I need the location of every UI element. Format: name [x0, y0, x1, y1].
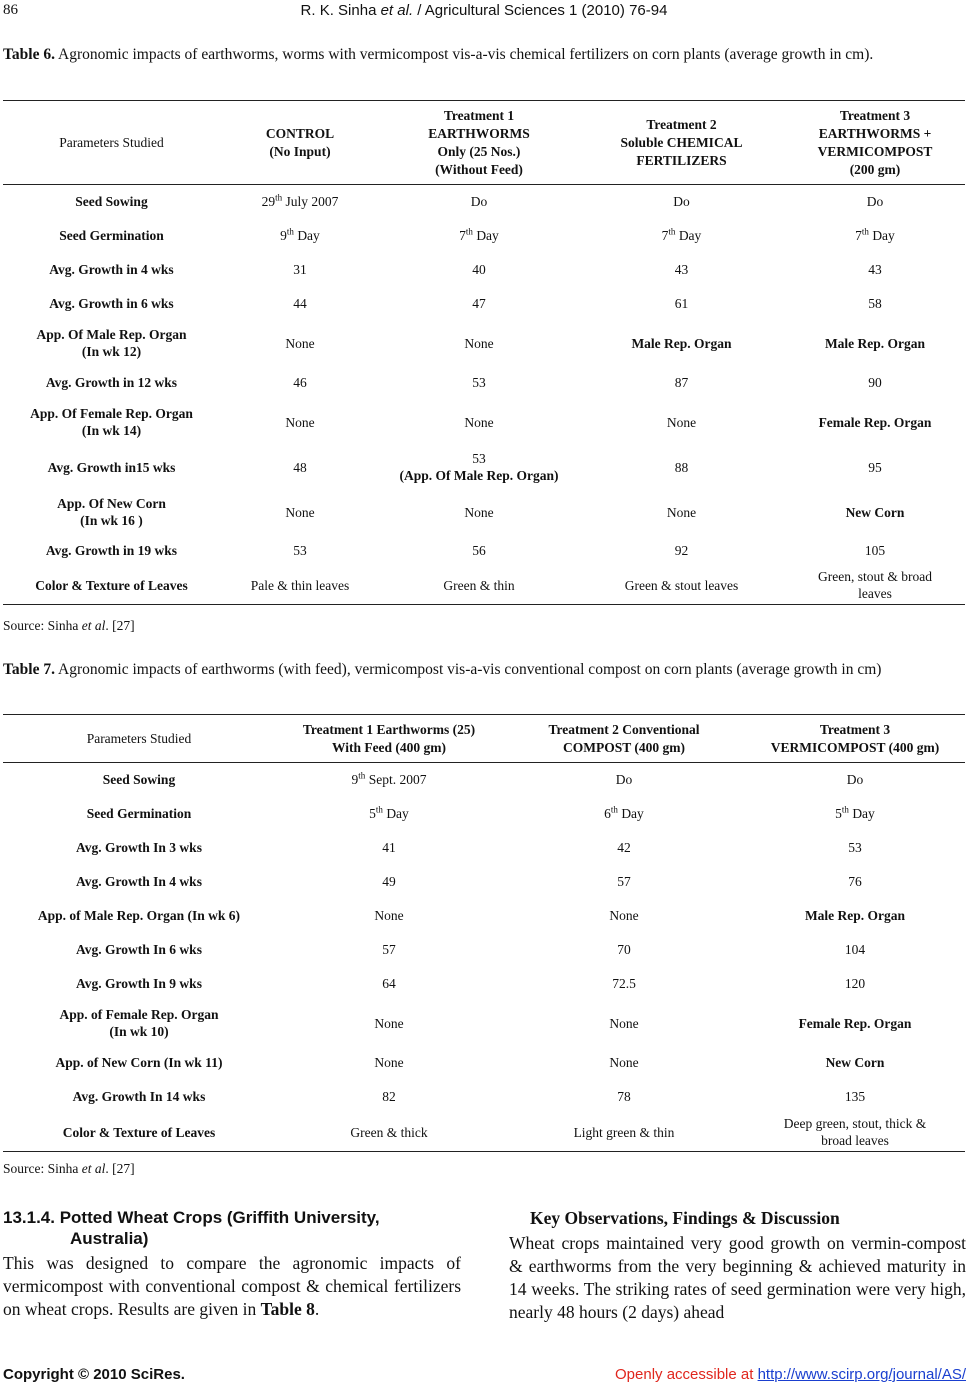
- running-head-journal: / Agricultural Sciences 1 (2010) 76-94: [413, 2, 668, 19]
- table-row: [3, 321, 965, 366]
- table6-header-treatment1: Treatment 1 EARTHWORMS Only (25 Nos.) (Without Feed): [380, 101, 578, 185]
- table6-source: Source: Sinha et al. [27]: [3, 618, 135, 633]
- table-cell: 7th Day: [855, 226, 895, 243]
- table-cell: 53: [848, 840, 862, 855]
- table7-header-treatment3: Treatment 3 VERMICOMPOST (400 gm): [745, 715, 965, 763]
- table-cell: Light green & thin: [503, 1114, 745, 1152]
- table-cell: None: [464, 414, 494, 430]
- row-param: Avg. Growth In 9 wks: [76, 976, 202, 991]
- table-cell: 31: [293, 262, 307, 277]
- row-param: Color & Texture of Leaves: [3, 567, 220, 605]
- row-param: App. Of New Corn (In wk 16 ): [57, 496, 166, 528]
- table-cell: Pale & thin leaves: [220, 567, 380, 605]
- table-cell: Green, stout & broad leaves: [785, 567, 965, 605]
- row-param: Avg. Growth in 4 wks: [49, 262, 174, 277]
- table-cell: Male Rep. Organ: [804, 908, 906, 923]
- row-param: App. of Male Rep. Organ (In wk 6): [37, 908, 241, 923]
- table-cell: 76: [848, 874, 862, 889]
- row-param: App. Of Male Rep. Organ (In wk 12): [36, 327, 187, 359]
- row-param: Color & Texture of Leaves: [3, 1114, 275, 1152]
- table-cell: Male Rep. Organ: [631, 335, 732, 351]
- table-cell: None: [609, 1055, 639, 1070]
- table-cell: 104: [844, 942, 866, 957]
- table-cell: 40: [472, 262, 486, 277]
- table-cell: 92: [674, 543, 689, 558]
- table-cell: 88: [674, 459, 689, 475]
- table-cell: 47: [472, 296, 486, 311]
- row-param: Avg. Growth In 3 wks: [76, 840, 202, 855]
- table6-label: Table 6.: [3, 46, 55, 63]
- table-cell: Deep green, stout, thick & broad leaves: [745, 1114, 965, 1152]
- row-param: App. Of Female Rep. Organ (In wk 14): [30, 406, 193, 438]
- table-cell: New Corn: [825, 1055, 885, 1070]
- row-param: Avg. Growth in 6 wks: [49, 296, 174, 311]
- table-row: [3, 899, 965, 933]
- table-cell: Male Rep. Organ: [824, 335, 926, 351]
- table-cell: Female Rep. Organ: [818, 414, 932, 430]
- row-param: Seed Germination: [86, 806, 192, 821]
- section-heading: 13.1.4. Potted Wheat Crops (Griffith University, Australia): [3, 1208, 380, 1248]
- row-param: Avg. Growth In 14 wks: [72, 1089, 206, 1104]
- table-cell: 72.5: [612, 976, 636, 991]
- table-cell: New Corn: [845, 504, 905, 520]
- running-head-et-al: et al.: [380, 2, 414, 19]
- table-cell: None: [374, 1015, 404, 1031]
- table-cell: 120: [844, 976, 866, 991]
- table-row: [3, 933, 965, 967]
- table7-label: Table 7.: [3, 661, 55, 678]
- table-cell: 105: [864, 543, 886, 558]
- table-row: [3, 797, 965, 831]
- row-param: Seed Germination: [59, 228, 164, 243]
- table-row: [3, 445, 965, 490]
- table-row: [3, 1046, 965, 1080]
- table7-header-treatment2: Treatment 2 Conventional COMPOST (400 gm): [503, 715, 745, 763]
- table-cell: None: [285, 414, 315, 430]
- section-body: This was designed to compare the agronomic impacts of vermicompost with conventional compost & chemical fertilizers on wheat crops. Results are given in Table 8.: [3, 1253, 461, 1319]
- table-cell: Do: [673, 194, 690, 210]
- table-cell: Green & thin: [380, 567, 578, 605]
- table-cell: 70: [617, 942, 631, 957]
- table-cell: Do: [866, 194, 884, 210]
- running-head: [0, 2, 968, 19]
- journal-link[interactable]: http://www.scirp.org/journal/AS/: [757, 1366, 966, 1383]
- table7-source: Source: Sinha et al. [27]: [3, 1161, 135, 1176]
- table-cell: 48: [293, 459, 307, 475]
- table-row: [3, 967, 965, 1001]
- row-param: Avg. Growth in15 wks: [47, 459, 176, 475]
- table7-header-treatment1: Treatment 1 Earthworms (25) With Feed (400 gm): [275, 715, 503, 763]
- table-cell: None: [666, 414, 697, 430]
- table-cell: None: [374, 1055, 404, 1070]
- table6-header-row: [3, 101, 965, 185]
- table-cell: None: [666, 504, 697, 520]
- table-row: [3, 1114, 965, 1152]
- table-cell: 6th Day: [604, 804, 644, 821]
- table-row: [3, 400, 965, 445]
- table7-header-param: Parameters Studied: [3, 715, 275, 763]
- table-cell: 9th Day: [280, 226, 320, 243]
- row-param: Avg. Growth in 12 wks: [45, 375, 178, 390]
- table-cell: 7th Day: [459, 226, 499, 243]
- table-cell: Green & thick: [275, 1114, 503, 1152]
- table-cell: 46: [293, 375, 307, 390]
- open-access-note: Openly accessible at http://www.scirp.org/journal/AS/: [615, 1366, 966, 1383]
- observations-heading: Key Observations, Findings & Discussion: [530, 1208, 840, 1228]
- table-cell: 41: [382, 840, 396, 855]
- table6-header-treatment2: Treatment 2 Soluble CHEMICAL FERTILIZERS: [578, 101, 785, 185]
- table8-ref: Table 8: [260, 1299, 315, 1319]
- table-cell: 5th Day: [835, 804, 875, 821]
- table-cell: 58: [868, 296, 882, 311]
- table-cell: 49: [382, 874, 396, 889]
- row-param: Avg. Growth in 19 wks: [45, 543, 178, 558]
- table-row: [3, 490, 965, 535]
- table-row: [3, 1001, 965, 1046]
- table-cell: 43: [868, 262, 882, 277]
- table-cell: Female Rep. Organ: [798, 1015, 912, 1031]
- table7: [3, 714, 965, 1152]
- table7-caption-text: Agronomic impacts of earthworms (with feed), vermicompost vis-a-vis conventional compost on corn plants (average growth in cm): [54, 661, 882, 678]
- table-cell: None: [374, 908, 404, 923]
- table-row: [3, 287, 965, 321]
- table6-header-control: CONTROL (No Input): [220, 101, 380, 185]
- table-cell: 82: [382, 1089, 396, 1104]
- table-cell: 29th July 2007: [261, 192, 339, 210]
- table6-caption: [3, 45, 965, 64]
- table-cell: 9th Sept. 2007: [351, 770, 427, 788]
- table-cell: None: [464, 335, 494, 351]
- table-row: [3, 1080, 965, 1114]
- table-cell: 7th Day: [661, 226, 702, 243]
- table-cell: 53: [293, 543, 307, 558]
- table-cell: 90: [868, 375, 882, 390]
- table7-caption: [3, 660, 965, 679]
- table-cell: Do: [615, 772, 633, 788]
- table-cell: 44: [293, 296, 307, 311]
- row-param: Seed Sowing: [102, 772, 176, 788]
- table-row: [3, 219, 965, 253]
- row-param: Avg. Growth In 4 wks: [76, 874, 202, 889]
- table-cell: 5th Day: [369, 804, 409, 821]
- table6-header-param: Parameters Studied: [3, 101, 220, 185]
- table-cell: 43: [674, 262, 689, 277]
- row-param: App. of New Corn (In wk 11): [55, 1055, 223, 1070]
- row-param: Avg. Growth In 6 wks: [76, 942, 202, 957]
- table-cell: None: [285, 335, 315, 351]
- table-row: [3, 366, 965, 400]
- table-cell: 53: [472, 375, 486, 390]
- table6-caption-text: Agronomic impacts of earthworms, worms with vermicompost vis-a-vis chemical fertilizers on corn plants (average growth in cm).: [54, 46, 874, 63]
- table-row: [3, 763, 965, 797]
- row-param: Seed Sowing: [75, 194, 148, 210]
- table6: [3, 100, 965, 605]
- table-cell: 56: [472, 543, 486, 558]
- table-row: [3, 535, 965, 567]
- table-cell: 57: [382, 942, 396, 957]
- table-row: [3, 253, 965, 287]
- table-cell: 95: [868, 459, 882, 475]
- table-cell: 57: [617, 874, 631, 889]
- table6-header-treatment3: Treatment 3 EARTHWORMS + VERMICOMPOST (200 gm): [785, 101, 965, 185]
- table-cell: 135: [844, 1089, 866, 1104]
- table-cell: Do: [470, 194, 488, 210]
- page-number: 86: [3, 2, 18, 18]
- table7-header-row: [3, 715, 965, 763]
- table-cell: 42: [617, 840, 631, 855]
- running-head-authors: R. K. Sinha: [300, 2, 381, 19]
- table-cell: None: [464, 504, 494, 520]
- table-row: [3, 567, 965, 605]
- table-cell: 61: [674, 296, 689, 311]
- table-cell: 87: [674, 375, 689, 390]
- table-cell: 78: [617, 1089, 631, 1104]
- table-cell: None: [285, 504, 315, 520]
- row-param: App. of Female Rep. Organ (In wk 10): [59, 1007, 219, 1039]
- table-cell: Do: [846, 772, 864, 788]
- observations-body: Wheat crops maintained very good growth on vermin-compost & earthworms from the very beginning & achieved maturity in 14 weeks. The striking rates of seed germination were very high, nearly 48 hours (2 days) ahead: [509, 1233, 966, 1322]
- table-cell: 53 (App. Of Male Rep. Organ): [399, 451, 559, 483]
- table-row: [3, 185, 965, 219]
- table-row: [3, 865, 965, 899]
- table-cell: None: [609, 908, 639, 923]
- table-cell: 64: [382, 976, 396, 991]
- table-cell: Green & stout leaves: [578, 567, 785, 605]
- copyright: Copyright © 2010 SciRes.: [3, 1366, 185, 1383]
- table-cell: None: [609, 1015, 639, 1031]
- table-row: [3, 831, 965, 865]
